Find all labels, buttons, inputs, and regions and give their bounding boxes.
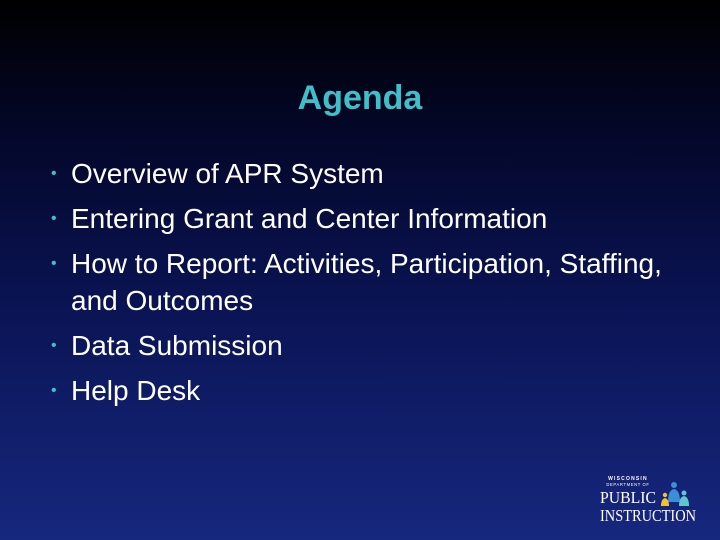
logo-line3: PUBLIC (600, 488, 656, 507)
bullet-icon: • (51, 382, 57, 399)
agenda-item-text: Overview of APR System (71, 158, 384, 189)
agenda-item-text: Entering Grant and Center Information (71, 203, 548, 234)
slide-title: Agenda (297, 79, 423, 117)
logo-line4: INSTRUCTION (600, 506, 696, 525)
agenda-item (0, 327, 700, 364)
bullet-icon: • (51, 255, 57, 272)
agenda-item-text: How to Report: Activities, Participation, Staffing, and Outcomes (71, 248, 662, 316)
bullet-icon: • (51, 337, 57, 354)
logo-line1: WISCONSIN (608, 476, 648, 482)
agenda-item (0, 245, 700, 319)
agenda-item (0, 200, 700, 237)
agenda-item-text: Data Submission (71, 330, 283, 361)
agenda-item (0, 155, 700, 192)
logo-graphic (598, 474, 698, 524)
agenda-item-text: Help Desk (71, 375, 201, 406)
bullet-icon: • (51, 210, 57, 227)
agenda-list (0, 155, 700, 417)
people-figures-icon (661, 482, 689, 506)
agenda-item (0, 372, 700, 409)
logo-line2: DEPARTMENT OF (606, 482, 650, 487)
bullet-icon: • (51, 165, 57, 182)
wisconsin-dpi-logo (598, 474, 698, 524)
